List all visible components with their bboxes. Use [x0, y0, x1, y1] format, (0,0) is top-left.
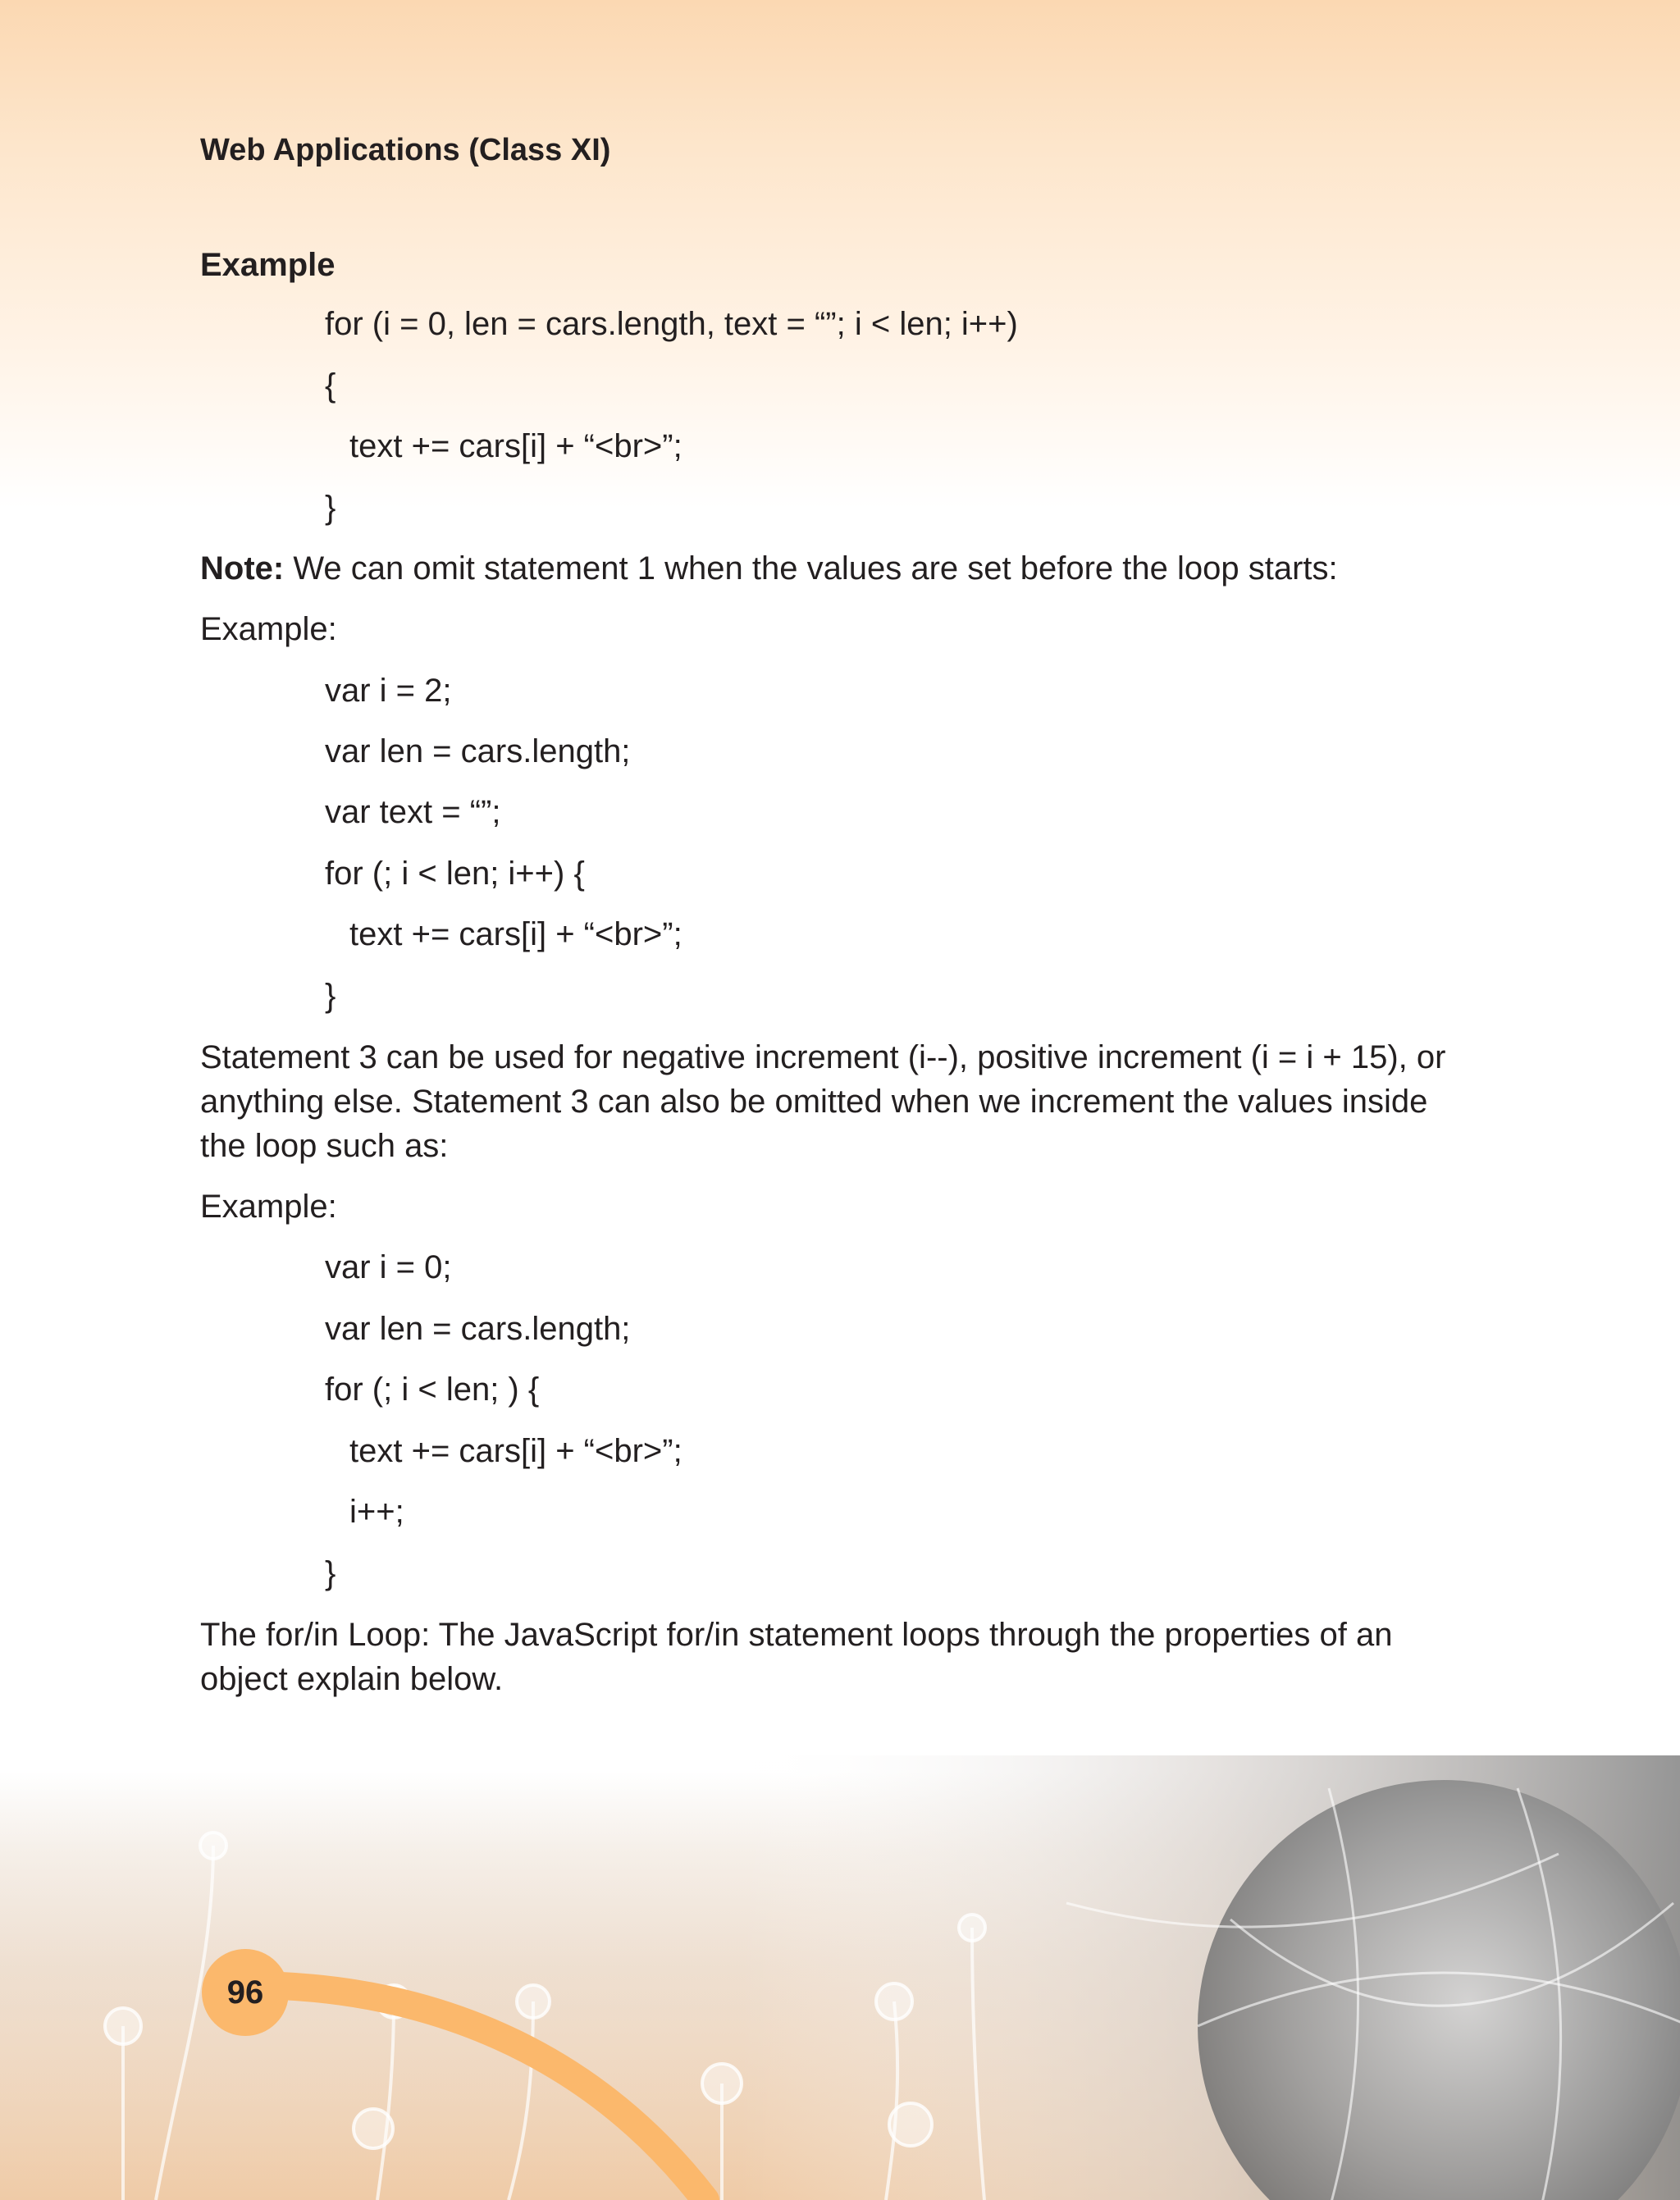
code-line: text += cars[i] + “<br>”; — [349, 916, 682, 952]
note-label: Note: — [200, 550, 285, 587]
code-line: for (; i < len; ) { — [325, 1372, 540, 1408]
section-heading: Example: — [200, 611, 337, 647]
section-heading: Example: — [200, 1189, 337, 1225]
code-line: { — [325, 367, 336, 404]
code-line: var i = 2; — [325, 673, 452, 709]
code-line: var i = 0; — [325, 1249, 452, 1285]
page-header: Web Applications (Class XI) — [200, 133, 611, 167]
code-line: } — [325, 1555, 336, 1591]
code-line: var text = “”; — [325, 794, 501, 830]
body-text-line: anything else. Statement 3 can also be omitted when we increment the values inside — [200, 1084, 1428, 1120]
note-text: We can omit statement 1 when the values are set before the loop starts: — [284, 550, 1338, 587]
code-line: } — [325, 978, 336, 1014]
note-paragraph — [200, 546, 1338, 591]
body-text-line: object explain below. — [200, 1661, 504, 1697]
page-number: 96 — [202, 1949, 289, 2036]
body-text-line: Statement 3 can be used for negative increment (i--), positive increment (i = i + 15), or — [200, 1039, 1446, 1075]
body-text-line: The for/in Loop: The JavaScript for/in statement loops through the properties of an — [200, 1617, 1393, 1653]
code-line: for (; i < len; i++) { — [325, 856, 585, 892]
code-line: i++; — [349, 1494, 404, 1530]
section-heading: Example — [200, 247, 336, 283]
code-line: var len = cars.length; — [325, 1311, 631, 1347]
code-line: var len = cars.length; — [325, 733, 631, 769]
code-line: for (i = 0, len = cars.length, text = “”; i < len; i++) — [325, 306, 1018, 342]
code-line: text += cars[i] + “<br>”; — [349, 428, 682, 464]
code-line: text += cars[i] + “<br>”; — [349, 1433, 682, 1469]
code-line: } — [325, 490, 336, 526]
body-text-line: the loop such as: — [200, 1128, 449, 1164]
